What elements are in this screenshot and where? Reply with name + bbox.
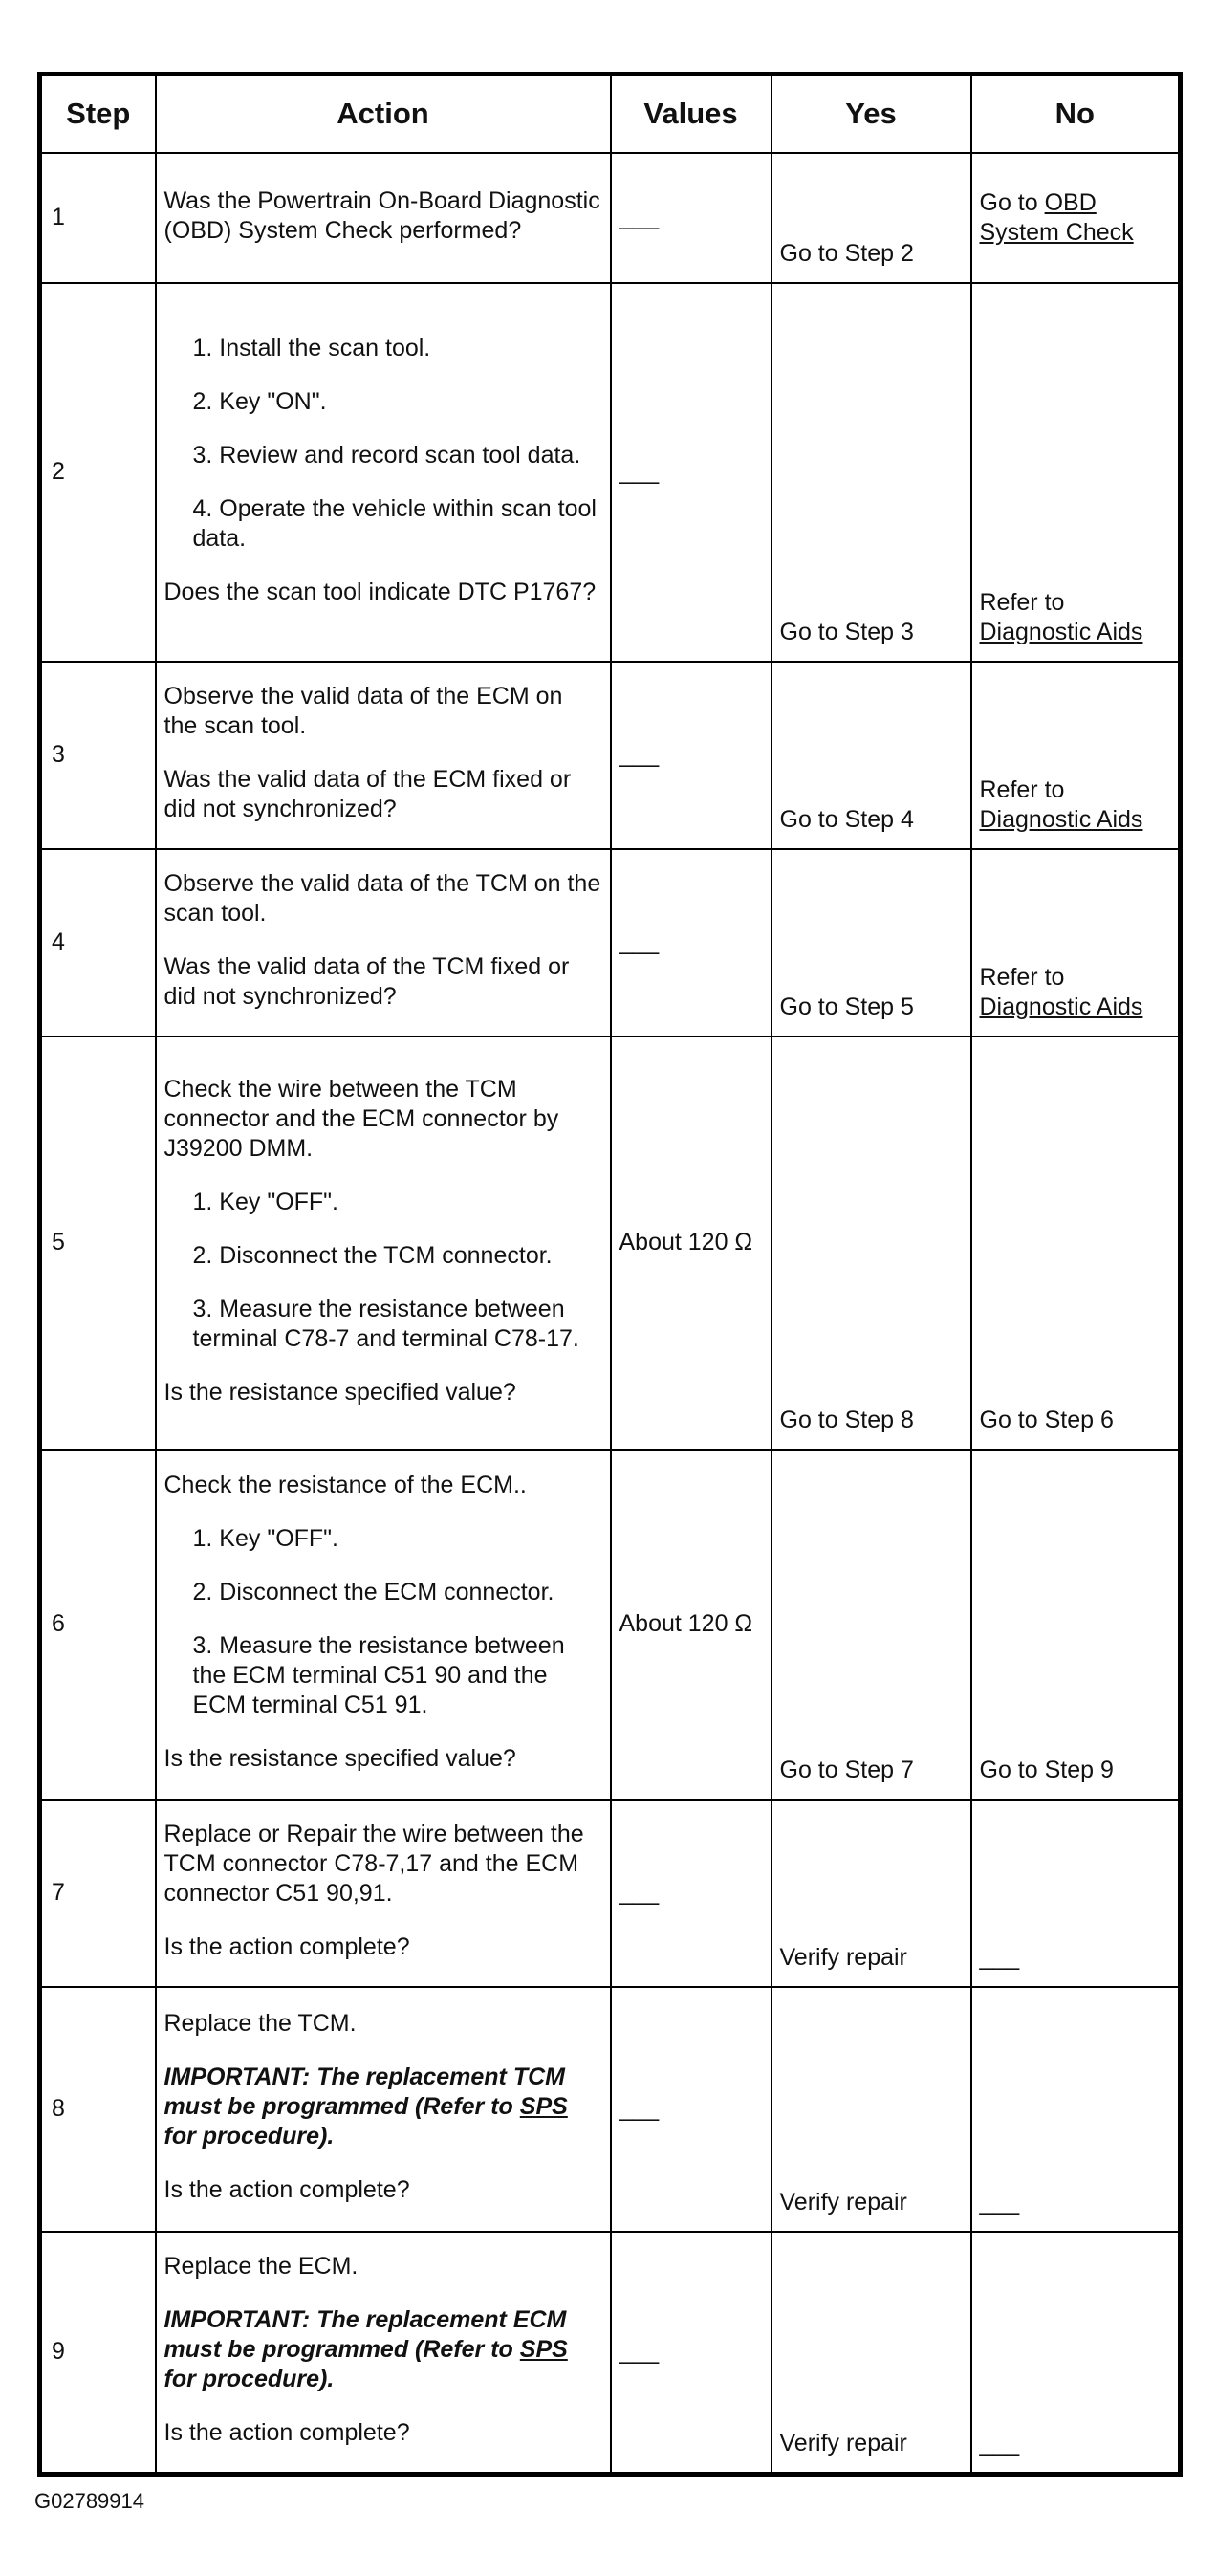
header-action: Action xyxy=(156,75,611,153)
header-yes: Yes xyxy=(771,75,971,153)
action-cell xyxy=(156,849,611,1037)
no-cell xyxy=(971,1450,1181,1800)
action-text: Does the scan tool indicate DTC P1767? xyxy=(163,578,597,605)
action-cell xyxy=(156,2232,611,2475)
action-text: Was the valid data of the ECM fixed or did not synchronized? xyxy=(163,766,572,822)
action-cell xyxy=(156,1450,611,1800)
action-text: Was the Powertrain On-Board Diagnostic (OBD) System Check performed? xyxy=(163,186,600,244)
sps-link[interactable]: SPS xyxy=(519,2093,568,2120)
value-cell: About 120 Ω xyxy=(611,1450,771,1800)
value-cell: ___ xyxy=(611,2232,771,2475)
action-cell xyxy=(156,1987,611,2232)
action-step-item: 3. Measure the resistance between the ECM terminal C51 90 and the ECM terminal C51 91. xyxy=(192,1632,565,1718)
action-step-item: 1. Key "OFF". xyxy=(192,1188,339,1215)
no-cell xyxy=(971,849,1181,1037)
header-values: Values xyxy=(611,75,771,153)
action-step-item: 2. Key "ON". xyxy=(192,387,327,415)
diagnostic-table xyxy=(37,72,1183,2477)
action-text: Was the valid data of the TCM fixed or did not synchronized? xyxy=(163,953,570,1010)
no-text: Refer to xyxy=(979,775,1065,803)
no-text: Refer to xyxy=(979,588,1065,616)
yes-cell: Verify repair xyxy=(771,1987,971,2232)
header-no: No xyxy=(971,75,1181,153)
action-cell xyxy=(156,1037,611,1450)
table-row xyxy=(40,662,1181,849)
yes-cell: Go to Step 2 xyxy=(771,153,971,283)
important-note xyxy=(164,2063,602,2151)
yes-cell: Go to Step 4 xyxy=(771,662,971,849)
sps-link[interactable]: SPS xyxy=(519,2336,568,2364)
action-text: Is the action complete? xyxy=(163,2419,410,2447)
header-step: Step xyxy=(40,75,156,153)
no-cell xyxy=(971,1800,1181,1987)
yes-cell: Go to Step 3 xyxy=(771,283,971,662)
step-number: 3 xyxy=(40,662,156,849)
header-row xyxy=(40,75,1181,153)
value-cell: ___ xyxy=(611,849,771,1037)
action-step-item: 4. Operate the vehicle within scan tool data. xyxy=(192,494,597,552)
step-number: 2 xyxy=(40,283,156,662)
action-text: Is the resistance specified value? xyxy=(163,1378,516,1406)
no-cell xyxy=(971,283,1181,662)
table-row xyxy=(40,849,1181,1037)
table-row xyxy=(40,2232,1181,2475)
table-row xyxy=(40,1987,1181,2232)
no-cell xyxy=(971,153,1181,283)
yes-cell: Go to Step 7 xyxy=(771,1450,971,1800)
yes-cell: Go to Step 5 xyxy=(771,849,971,1037)
value-cell: ___ xyxy=(611,1987,771,2232)
action-cell xyxy=(156,153,611,283)
step-number: 4 xyxy=(40,849,156,1037)
no-text: Go to xyxy=(979,188,1045,216)
action-cell xyxy=(156,662,611,849)
yes-cell: Verify repair xyxy=(771,1800,971,1987)
action-text: Observe the valid data of the ECM on the scan tool. xyxy=(163,683,563,739)
action-text: Replace the TCM. xyxy=(163,2010,357,2037)
no-text: ___ xyxy=(979,2430,1020,2456)
no-text: Refer to xyxy=(979,963,1065,991)
action-text: Check the resistance of the ECM.. xyxy=(163,1472,527,1498)
no-link[interactable]: Diagnostic Aids xyxy=(979,805,1143,833)
no-cell xyxy=(971,1987,1181,2232)
action-step-item: 3. Review and record scan tool data. xyxy=(192,441,581,469)
table-row xyxy=(40,1450,1181,1800)
action-step-item: 3. Measure the resistance between terminal C78-7 and terminal C78-17. xyxy=(192,1295,579,1352)
table-body xyxy=(40,153,1181,2475)
no-text: ___ xyxy=(979,1943,1020,1971)
no-link[interactable]: OBD System Check xyxy=(979,188,1134,246)
no-text: Go to Step 9 xyxy=(979,1756,1114,1783)
step-number: 7 xyxy=(40,1800,156,1987)
action-text: Replace the ECM. xyxy=(163,2253,359,2281)
action-step-item: 1. Key "OFF". xyxy=(192,1525,339,1552)
action-text: Is the resistance specified value? xyxy=(163,1745,516,1772)
action-text: Is the action complete? xyxy=(163,2176,410,2203)
step-number: 5 xyxy=(40,1037,156,1450)
yes-cell: Verify repair xyxy=(771,2232,971,2475)
important-text: IMPORTANT: The replacement TCM must be programmed (Refer to xyxy=(163,2063,565,2120)
value-cell: ___ xyxy=(611,153,771,283)
action-text: Check the wire between the TCM connector and the ECM connector by J39200 DMM. xyxy=(163,1075,559,1162)
no-link[interactable]: Diagnostic Aids xyxy=(979,993,1143,1020)
important-text-end: for procedure). xyxy=(163,2123,335,2150)
no-cell xyxy=(971,662,1181,849)
important-text: IMPORTANT: The replacement ECM must be programmed (Refer to xyxy=(163,2306,567,2364)
no-text: Go to Step 6 xyxy=(979,1406,1114,1433)
value-cell: ___ xyxy=(611,662,771,849)
table-row xyxy=(40,153,1181,283)
table-row xyxy=(40,1037,1181,1450)
value-cell: About 120 Ω xyxy=(611,1037,771,1450)
figure-code: G02789914 xyxy=(34,2489,144,2513)
step-number: 8 xyxy=(40,1987,156,2232)
action-text: Is the action complete? xyxy=(163,1933,410,1960)
step-number: 1 xyxy=(40,153,156,283)
action-text: Replace or Repair the wire between the TCM connector C78-7,17 and the ECM connector C51 90,91. xyxy=(163,1821,584,1907)
important-text-end: for procedure). xyxy=(163,2366,335,2393)
important-note xyxy=(164,2305,602,2394)
step-number: 6 xyxy=(40,1450,156,1800)
action-step-item: 2. Disconnect the ECM connector. xyxy=(192,1579,554,1605)
no-link[interactable]: Diagnostic Aids xyxy=(979,618,1143,645)
value-cell: ___ xyxy=(611,283,771,662)
action-cell xyxy=(156,283,611,662)
value-cell: ___ xyxy=(611,1800,771,1987)
no-cell xyxy=(971,2232,1181,2475)
step-number: 9 xyxy=(40,2232,156,2475)
table-row xyxy=(40,283,1181,662)
action-step-item: 2. Disconnect the TCM connector. xyxy=(192,1241,553,1269)
no-text: ___ xyxy=(979,2188,1020,2216)
action-step-item: 1. Install the scan tool. xyxy=(192,334,431,361)
table-row xyxy=(40,1800,1181,1987)
yes-cell: Go to Step 8 xyxy=(771,1037,971,1450)
no-cell xyxy=(971,1037,1181,1450)
action-cell xyxy=(156,1800,611,1987)
action-text: Observe the valid data of the TCM on the scan tool. xyxy=(163,870,601,927)
